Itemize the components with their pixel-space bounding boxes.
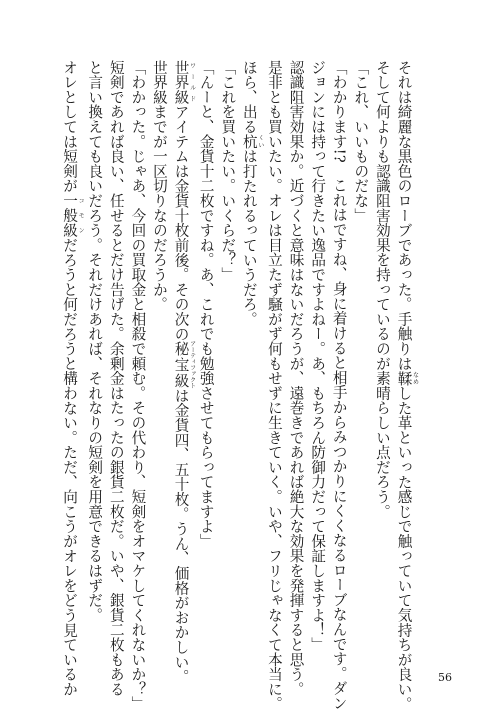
page-number: 56: [438, 671, 452, 684]
text-line-11: [170, 60, 196, 685]
text-line-8-b: は打たれるっていうだろ。: [240, 148, 258, 327]
ruby-artifact: 秘宝級 アーティファクト: [172, 340, 196, 389]
text-line-12: 世界級までが一区切りなのだろうか。: [150, 60, 168, 312]
text-line-8-a: ほら、出る: [240, 60, 258, 134]
text-line-1: [393, 60, 419, 711]
text-line-6: 認識阻害効果か。近づくと意味はないだろうが、遠巻きであれば絶大な効果を発揮すると思う。: [287, 60, 305, 697]
text-line-11-b: は金貨四、五十枚。うん、価格がおかしい。: [172, 388, 190, 685]
text-line-9: 「これを買いたい。いくらだ？」: [219, 60, 237, 282]
text-line-4: 「わかります!? これはですね、身に着けると相手からみつかりにくくなるローブなんです。ダン: [330, 60, 348, 711]
text-line-3: 「これ、いいものだな」: [352, 60, 370, 223]
text-line-10: 「んーと、金貨十二枚ですね。あ、これでも勉強させてもらってますよ」: [197, 60, 215, 549]
text-line-14: 短剣であれば良い、任せるとだけ告げた。余剰金はたったの銀貨二枚だ。いや、銀貨二枚もある: [107, 60, 125, 697]
text-line-11-a: アイテムは金貨十枚前後。その次の: [172, 104, 190, 342]
ruby-nameshi: 鞣 なめ: [395, 370, 419, 386]
text-line-15: と言い換えても良いだろう。それだけあれば、それなりの短剣を用意できるはずだ。: [86, 60, 104, 623]
text-line-13: 「わかった。じゃあ、今回の買取金と相殺で頼む。その代わり、短剣をオマケしてくれないか？」: [129, 60, 147, 711]
text-line-1-b: した革といった感じで触っていて気持ちが良い。: [395, 385, 413, 711]
text-line-5: ジョンには持って行きたい逸品ですよねー。あ、もちろん防御力だって保証しますよ！」: [309, 60, 327, 652]
text-line-1-a: それは綺麗な黒色のローブであった。手触りは: [395, 60, 413, 371]
text-line-16-a: オレとしては短剣が: [61, 60, 79, 194]
text-line-2: そして何よりも認識阻害効果を持っているのが素晴らしい点だろう。: [373, 60, 391, 519]
text-line-16-b: だろうと何だろうと構わない。ただ、向こうがオレをどう見ているか: [61, 237, 79, 697]
vertical-text-block: [61, 60, 419, 711]
ruby-kui: 杭 くい: [240, 134, 264, 149]
text-line-7: 是非とも買いたい。オレは目立たず騒がず何もせずに生きていく。いや、フリじゃなくて本当に。: [265, 60, 283, 711]
text-line-16: [59, 60, 85, 697]
ruby-worldo-1: 世界級 ワールド: [172, 60, 196, 105]
text-line-8: [238, 60, 263, 640]
ruby-common: 一般級 コモン: [61, 193, 85, 238]
